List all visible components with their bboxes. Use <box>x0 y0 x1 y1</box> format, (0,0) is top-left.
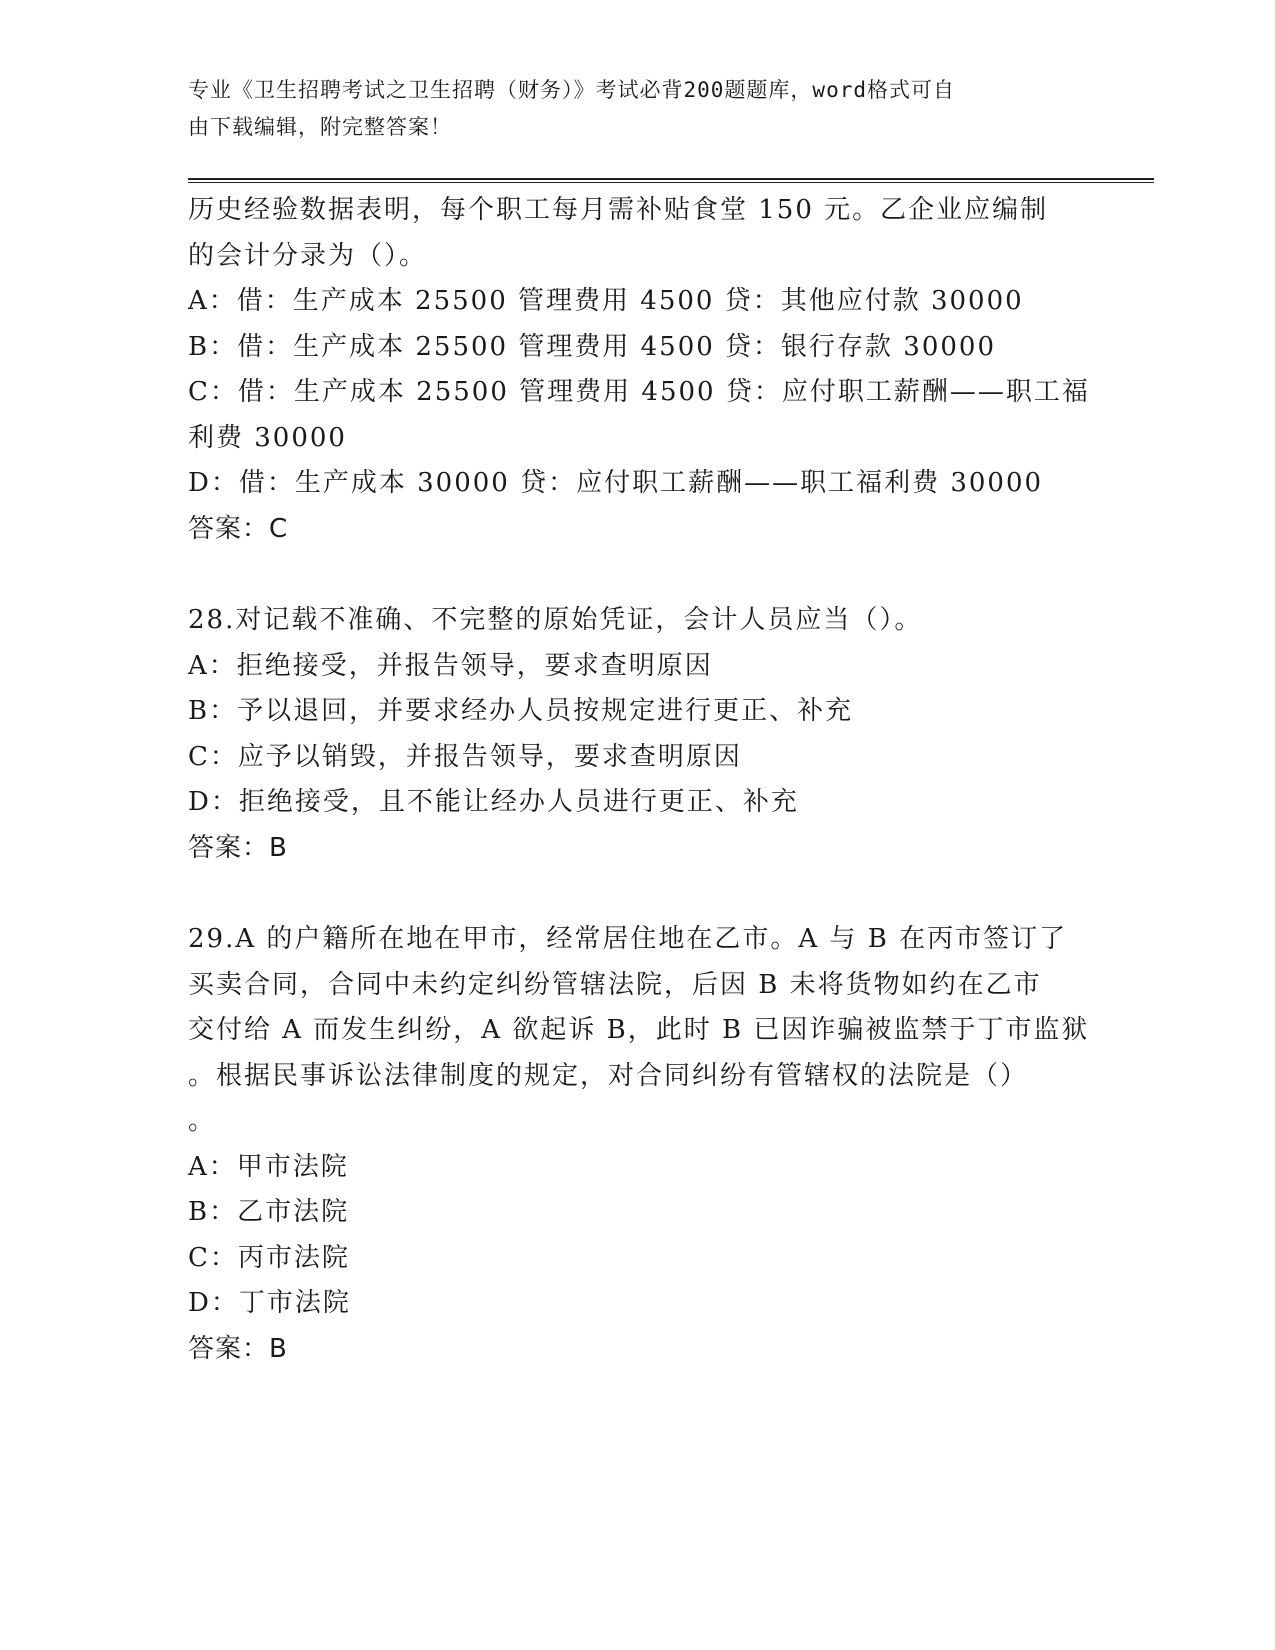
option-a: A：甲市法院 <box>188 1151 349 1182</box>
question-stem-line: 交付给 A 而发生纠纷，A 欲起诉 B，此时 B 已因诈骗被监禁于丁市监狱 <box>188 1015 1090 1045</box>
question-28 <box>188 598 1088 871</box>
document-header <box>188 72 1068 146</box>
spacer <box>188 552 1088 598</box>
header-divider <box>188 178 1154 183</box>
spacer <box>188 871 1088 917</box>
option-a: A：拒绝接受，并报告领导，要求查明原因 <box>188 650 713 681</box>
option-c: C：丙市法院 <box>188 1242 350 1273</box>
option-c: C：借：生产成本 25500 管理费用 4500 贷：应付职工薪酬——职工福 <box>188 377 1090 407</box>
answer-label: 答案：B <box>188 1333 288 1364</box>
option-d: D：丁市法院 <box>188 1288 351 1318</box>
header-line-1: 专业《卫生招聘考试之卫生招聘（财务）》考试必背200题题库，word格式可自 <box>188 78 955 102</box>
option-d: D：借：生产成本 30000 贷：应付职工薪酬——职工福利费 30000 <box>188 468 1044 498</box>
question-stem-line: 的会计分录为（）。 <box>188 240 428 271</box>
option-b: B：乙市法院 <box>188 1197 350 1227</box>
question-stem-line: 。 <box>188 1106 217 1136</box>
question-stem-line: 历史经验数据表明，每个职工每月需补贴食堂 150 元。乙企业应编制 <box>188 195 1049 225</box>
answer-label: 答案：B <box>188 832 288 863</box>
option-c-continued: 利费 30000 <box>188 422 347 453</box>
question-27 <box>188 188 1088 552</box>
question-stem-line: 。根据民事诉讼法律制度的规定，对合同纠纷有管辖权的法院是（） <box>188 1060 1029 1091</box>
option-b: B：予以退回，并要求经办人员按规定进行更正、补充 <box>188 696 854 726</box>
option-c: C：应予以销毁，并报告领导，要求查明原因 <box>188 741 742 772</box>
option-a: A：借：生产成本 25500 管理费用 4500 贷：其他应付款 30000 <box>188 286 1024 316</box>
question-stem-line: 29.A 的户籍所在地在甲市，经常居住地在乙市。A 与 B 在丙市签订了 <box>188 924 1068 954</box>
header-line-2: 由下载编辑，附完整答案！ <box>188 115 452 139</box>
question-stem: 28.对记载不准确、不完整的原始凭证，会计人员应当（）。 <box>188 605 923 635</box>
question-content <box>188 188 1088 1372</box>
question-29 <box>188 917 1088 1372</box>
question-stem-line: 买卖合同，合同中未约定纠纷管辖法院，后因 B 未将货物如约在乙市 <box>188 969 1042 1000</box>
option-b: B：借：生产成本 25500 管理费用 4500 贷：银行存款 30000 <box>188 331 997 362</box>
option-d: D：拒绝接受，且不能让经办人员进行更正、补充 <box>188 787 799 817</box>
answer-label: 答案：C <box>188 513 289 544</box>
